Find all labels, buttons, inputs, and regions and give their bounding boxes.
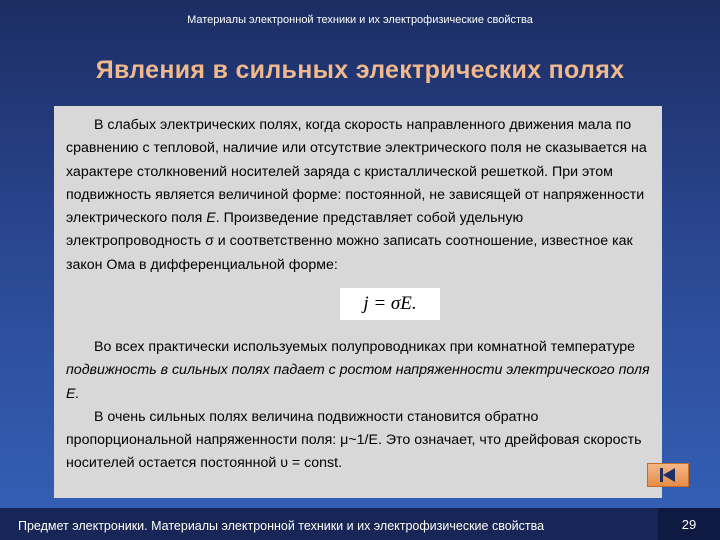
footer-text: Предмет электроники. Материалы электронной техники и их электрофизические свойства [18,519,545,533]
paragraph-weak-fields-text-a: В слабых электрических полях, когда скорость направленного движения мала по сравнению с тепловой, наличие или отсутствие электрического поля не сказывается на характере столкновений носителей заряда с кристаллической решеткой. При этом подвижность является величиной форме: постоянной, не зависящей от напряженности электрического поля [66,117,647,227]
paragraph-strong-fields-text-b: В очень сильных полях величина подвижности становится обратно пропорциональной напряженности поля: μ~1/E. Это означает, что дрейфовая скорость носителей остается постоянной υ = const. [66,408,642,472]
slide-title: Явления в сильных электрических полях [95,56,625,84]
back-to-start-button[interactable] [647,463,689,487]
paragraph-strong-fields [66,336,658,476]
paragraph-weak-fields-text-b: . Произведение представляет собой удельную электропроводность σ и соответственно можно записать соотношение, известное как закон Ома в дифференциальной форме: [66,210,633,273]
paragraph-weak-fields [66,114,658,277]
header-title: Материалы электронной техники и их электрофизические свойства [187,14,533,26]
page-number: 29 [658,508,720,540]
footer-bar [0,508,720,540]
paragraph-strong-fields-italic: подвижность в сильных полях падает с ростом напряженности электрического поля E. [66,362,650,402]
field-symbol: E [206,210,216,227]
skip-back-icon [648,464,688,486]
ohm-law-formula: j = σE. [340,288,440,320]
paragraph-strong-fields-text-a: Во всех практически используемых полупроводниках при комнатной температуре [94,339,636,355]
